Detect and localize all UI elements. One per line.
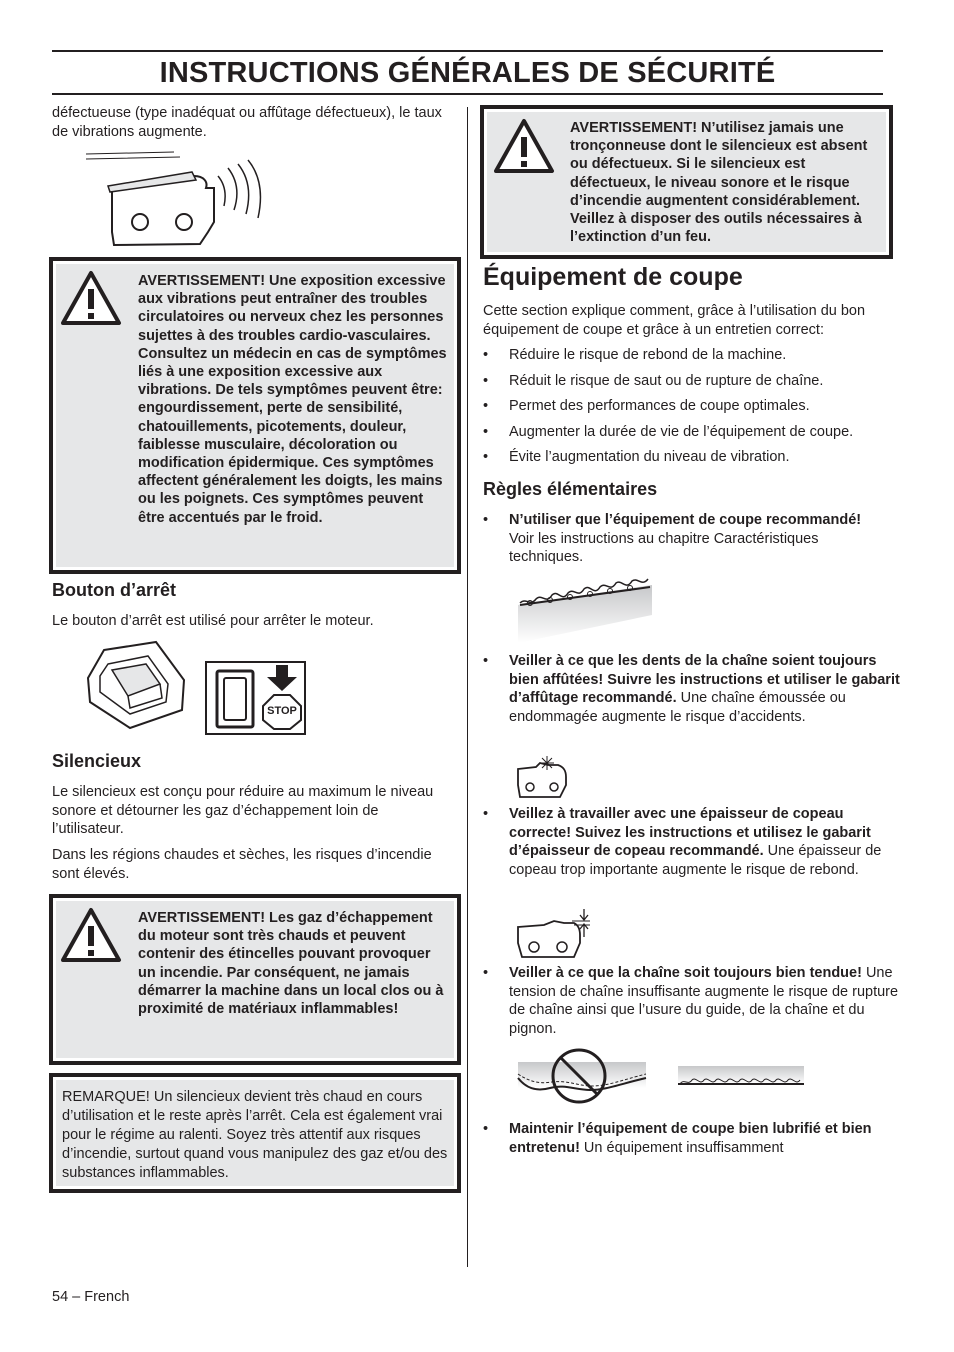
note-text: REMARQUE! Un silencieux devient très chaud en cours d’utilisation et le reste après l’arrêt. Cela est également vrai pour le régime au ralenti. Soyez très attentif aux risques d’incendie, surtout quand vous manipulez des gaz et/ou des substances inflammables.	[62, 1089, 448, 1181]
tensioned-chain-illustration	[676, 1064, 806, 1094]
cutting-equipment-intro: Cette section explique comment, grâce à l’utilisation du bon équipement de coupe et grâce à un entretien correct:	[483, 303, 866, 338]
benefits-list	[483, 346, 903, 467]
warning-exhaust-text: AVERTISSEMENT! Les gaz d’échappement du moteur sont très chauds et peuvent contenir des étincelles pouvant provoquer un incendie. Par conséquent, ne jamais démarrer la machine dans un local clos ou à proximité de matériaux inflammables!	[138, 910, 444, 1018]
list-item: • Réduire le risque de rebond de la machine.	[483, 346, 903, 365]
intro-text: défectueuse (type inadéquat ou affûtage défectueux), le taux de vibrations augmente.	[52, 105, 442, 140]
slack-chain-prohibited-illustration	[516, 1048, 648, 1104]
rule-item-chip-depth	[483, 805, 904, 880]
basic-rules-heading: Règles élémentaires	[483, 479, 658, 499]
column-divider	[467, 107, 468, 1267]
stop-button-heading: Bouton d’arrêt	[52, 580, 176, 600]
rule-text: Une tension de chaîne insuffisante augmente le risque de rupture de chaîne ainsi que l’usure du guide, de la chaîne et du pignon.	[509, 965, 899, 1038]
stop-symbol-panel	[205, 661, 306, 735]
rule-bold: Veiller à ce que les dents de la chaîne soient toujours bien affûtées! Suivre les instructions et utiliser le gabarit d’affûtage recommandé.	[509, 653, 900, 707]
page-footer: 54 – French	[52, 1289, 130, 1305]
stop-label: STOP	[267, 705, 297, 717]
warning-triangle-icon	[492, 117, 556, 175]
muffler-heading: Silencieux	[52, 751, 142, 771]
rule-item-lubrication	[483, 1120, 901, 1157]
stop-switch-illustration	[84, 640, 190, 732]
rule-item-recommended-equipment	[483, 511, 889, 567]
list-item: • Augmenter la durée de vie de l’équipement de coupe.	[483, 423, 903, 442]
list-item: • Évite l’augmentation du niveau de vibration.	[483, 448, 903, 467]
list-item: • Permet des performances de coupe optimales.	[483, 397, 903, 416]
rule-item-sharp-teeth	[483, 652, 901, 727]
page-title: INSTRUCTIONS GÉNÉRALES DE SÉCURITÉ	[159, 57, 776, 89]
chain-illustration	[516, 575, 656, 643]
header-rule-bottom	[52, 93, 883, 95]
header-rule-top	[52, 50, 883, 52]
muffler-paragraph-2: Dans les régions chaudes et sèches, les risques d’incendie sont élevés.	[52, 847, 432, 882]
muffler-paragraph-1: Le silencieux est conçu pour réduire au maximum le niveau sonore et détourner les gaz d’échappement loin de l’utilisateur.	[52, 784, 434, 837]
switch-rectangle-icon	[215, 669, 255, 729]
rule-text: Voir les instructions au chapitre Caractéristiques techniques.	[509, 530, 819, 566]
rule-bold: N’utiliser que l’équipement de coupe recommandé!	[509, 512, 862, 528]
cutting-equipment-heading: Équipement de coupe	[483, 263, 743, 291]
warning-vibration-text: AVERTISSEMENT! Une exposition excessive aux vibrations peut entraîner des troubles circulatoires ou nerveux chez les personnes sujettes à des troubles cardio-vasculaires. Consultez un médecin en cas de symptômes liés à une exposition excessive aux vibrations. De tels symptômes peuvent être: engourdissement, perte de sensibilité, chatouillements, picotements, douleur, faiblesse musculaire, décoloration ou modification épidermique. Ces symptômes affectent généralement les doigts, les mains ou les poignets. Ces symptômes peuvent être accentués par le froid.	[138, 273, 447, 526]
warning-muffler-box	[480, 105, 893, 259]
vibrating-chain-cutter-illustration	[84, 148, 274, 250]
note-box	[49, 1073, 461, 1193]
rule-text: Un équipement insuffisamment	[579, 1139, 784, 1156]
stop-arrow-octagon-icon	[261, 665, 303, 731]
rule-text: Une chaîne émoussée ou endommagée augmente le risque d’accidents.	[509, 690, 846, 726]
rule-bold: Veiller à ce que la chaîne soit toujours bien tendue!	[509, 965, 862, 981]
chip-depth-illustration	[514, 907, 590, 965]
stop-button-text: Le bouton d’arrêt est utilisé pour arrêter le moteur.	[52, 613, 374, 629]
rule-text: Une épaisseur de copeau trop importante augmente le risque de rebond.	[509, 843, 882, 879]
rule-item-chain-tension	[483, 964, 899, 1039]
list-item: • Réduit le risque de saut ou de rupture de chaîne.	[483, 372, 903, 391]
warning-vibration-box	[49, 257, 461, 574]
rule-bold: Veillez à travailler avec une épaisseur de copeau correcte! Suivez les instructions et utilisez le gabarit d’épaisseur de copeau recommandé.	[509, 806, 871, 860]
warning-exhaust-box	[49, 894, 461, 1065]
warning-muffler-text: AVERTISSEMENT! N’utilisez jamais une tronçonneuse dont le silencieux est absent ou défectueux. Si le silencieux est défectueux, le niveau sonore et le risque d’incendie augmentent considérablement. Veillez à disposer des outils nécessaires à l’extinction d’un feu.	[570, 120, 868, 246]
rule-bold: Maintenir l’équipement de coupe bien lubrifié et bien entretenu!	[509, 1121, 872, 1156]
warning-triangle-icon	[59, 269, 123, 327]
sharp-cutter-illustration	[514, 755, 574, 803]
warning-triangle-icon	[59, 906, 123, 964]
